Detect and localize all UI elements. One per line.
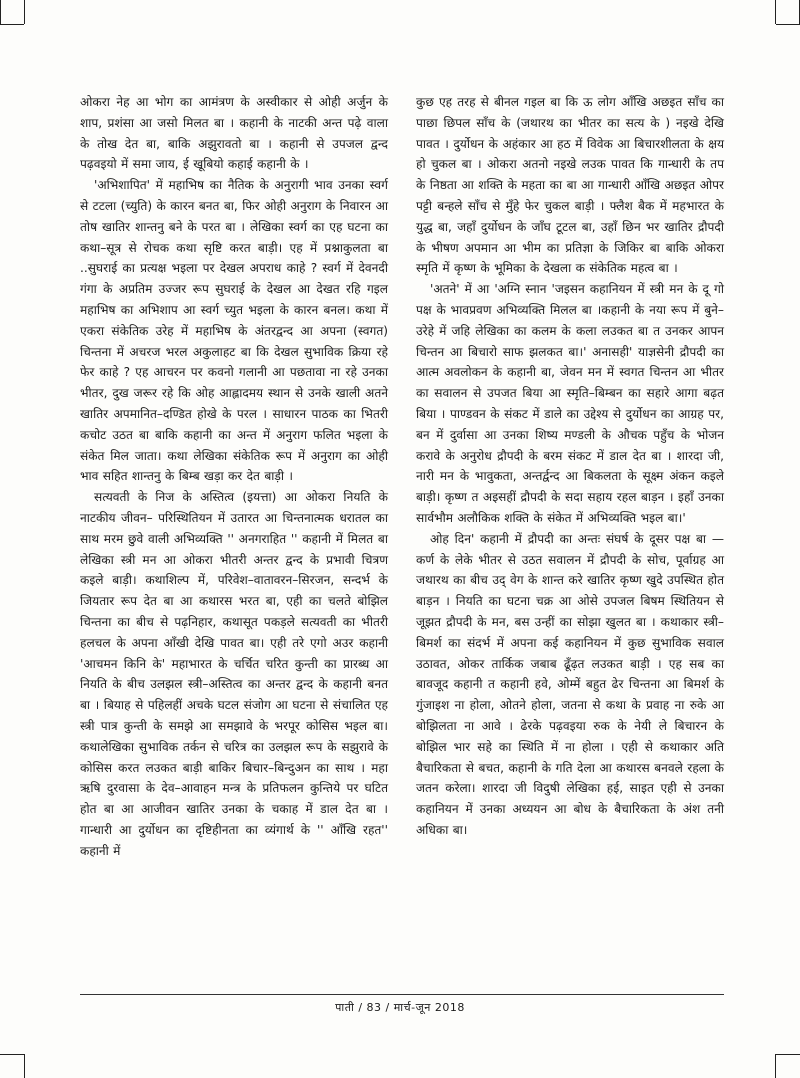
crop-mark (24, 1054, 25, 1078)
footer-rule (80, 994, 724, 995)
paragraph: सत्यवती के निज के अस्तित्व (इयत्ता) आ ओकरा नियति के नाटकीय जीवन– परिस्थितियन में उतारत आ चिन्तनात्मक धरातल का साथ मरम छुवे वाली अभिव्यक्ति '' अनगराहित '' कहानी में मिलत बा लेखिका स्त्री मन आ ओकरा भीतरी अन्तर द्वन्द के प्रभावी चित्रण कइले बाड़ी। कथाशिल्प में, परिवेश–वातावरन–सिरजन, सन्दर्भ के जियतार रूप देत बा आ कथारस भरत बा, एही का चलते बोझिल चिन्तना का बीच से पढ़निहार, कथासूत पकड़ले सत्यवती का भीतरी हलचल के अपना आँखी देखि पावत बा। एही तरे एगो अउर कहानी 'आचमन किनि के' महाभारत के चर्चित चरित कुन्ती का प्रारब्ध आ नियति के बीच उलझल स्त्री–अस्तित्व का अन्तर द्वन्द के कहानी बनत बा । बियाह से पहिलहीं अचके घटल संजोग आ घटना से संचालित एह स्त्री पात्र कुन्ती के समझे आ समझावे के भरपूर कोसिस भइल बा। कथालेखिका सुभाविक तर्कन से चरित्र का उलझल रूप के सझुरावे के कोसिस करत लउकत बाड़ी बाकिर बिचार–बिन्दुअन का साथ । महा ऋषि दुरवासा के देव–आवाहन मन्त्र के प्रतिफलन कुन्तिये पर घटित होत बा आ आजीवन खातिर उनका के चकाह में डाल देत बा । गान्धारी आ दुर्योधन का दृष्टिहीनता का व्यंगार्थ के '' आँखि रहत'' कहानी में (80, 490, 388, 858)
right-column (416, 92, 724, 841)
crop-mark (0, 1054, 24, 1055)
paragraph: कुछ एह तरह से बीनल गइल बा कि ऊ लोग आँखि अछइत साँच का पाछा छिपल साँच के (जथारथ का भीतर का सत्य के ) नइखे देखि पावत । दुर्योधन के अहंकार आ हठ में विवेक आ बिचारशीलता के क्षय हो चुकल बा । ओकरा अतनो नइखे लउक पावत कि गान्धारी के तप के निष्ठता आ शक्ति के महता का बा आ गान्धारी आँखि अछइत ओपर पट्टी बन्हले साँच से मुँहे फेर चुकल बाड़ी । फ्लैश बैक में महभारत के युद्ध बा, जहाँ दुर्योधन के जाँघ टूटल बा, उहाँ छिन भर खातिर द्रौपदी के भीषण अपमान आ भीम का प्रतिज्ञा के जिकिर बा बाकि ओकरा स्मृति में कृष्ण के भूमिका के देखला क संकेतिक महत्व बा । (416, 95, 724, 276)
crop-mark (24, 0, 25, 24)
crop-mark (0, 0, 1, 24)
page-footer: पाती / 83 / मार्च-जून 2018 (335, 1001, 465, 1014)
crop-mark (0, 24, 24, 25)
paragraph: ओह दिन' कहानी में द्रौपदी का अन्तः संघर्ष के दूसर पक्ष बा —कर्ण के लेके भीतर से उठत सवालन में द्रौपदी के सोच, पूर्वाग्रह आ जथारथ का बीच उद् वेग के शान्त करे खातिर कृष्ण खुदे उपस्थित होत बाड़न । नियति का घटना चक्र आ ओसे उपजल बिषम स्थितियन से जूझत द्रौपदी के मन, बस उन्हीं का सोझा खुलत बा । कथाकार स्त्री–बिमर्श का संदर्भ में अपना कई कहानियन में कुछ सुभाविक सवाल उठावत, ओकर तार्किक जबाब ढूँढ़त लउकत बाड़ी । एह सब का बावजूद कहानी त कहानी हवे, ओम्में बहुत ढेर चिन्तना आ बिमर्श के गुंजाइश ना होला, ओतने होला, जतना से कथा के प्रवाह ना रुके आ बोझिलता ना आवे । ढेरके पढ़वइया रुक के नेयी ले बिचारन के बोझिल भार सहे का स्थिति में ना होला । एही से कथाकार अति बैचारिकता से बचत, कहानी के गति देला आ कथारस बनवले रहला के जतन करेला। शारदा जी विदुषी लेखिका हई, साइत एही से उनका कहानियन में उनका अध्ययन आ बोध के बैचारिकता के अंश तनी अधिका बा। (416, 531, 724, 837)
article-body (80, 92, 724, 992)
crop-mark (776, 1054, 800, 1055)
paragraph: 'अतने' में आ 'अग्नि स्नान 'जइसन कहानियन में स्त्री मन के दू गो पक्ष के भावप्रवण अभिव्यक्ति मिलल बा ।कहानी के नया रूप में बुने–उरेहे में जहि लेखिका का कलम के कला लउकत बा त उनकर आपन चिन्तन आ बिचारो साफ झलकत बा।' अनासही' याज्ञसेनी द्रौपदी का आत्म अवलोकन के कहानी बा, जेवन मन में स्वगत चिन्तन आ भीतर का सवालन से उपजत बिया आ स्मृति–बिम्बन का सहारे आगा बढ़त बिया । पाण्डवन के संकट में डाले का उद्देश्य से दुर्योधन का आग्रह पर, बन में दुर्वासा आ उनका शिष्य मण्डली के औचक पहुँच के भोजन करावे के अनुरोध द्रौपदी के बरम संकट में डाल देत बा । शारदा जी, नारी मन के भावुकता, अन्तर्द्वन्द आ बिकलता के सूक्ष्म अंकन कइले बाड़ी। कृष्ण त अइसहीं द्रौपदी के सदा सहाय रहल बाड़न । इहाँ उनका सार्वभौम अलौकिक शक्ति के संकेत में अभिव्यक्ति भइल बा।' (416, 282, 724, 525)
paragraph: ओकरा नेह आ भोग का आमंत्रण के अस्वीकार से ओही अर्जुन के शाप, प्रशंसा आ जसो मिलत बा । कहानी के नाटकी अन्त पढ़े वाला के तोख देत बा, बाकि अझुरावतो बा । कहानी से उपजल द्वन्द पढ़वइयो में समा जाय, ई खूबियो कहाई कहानी के । (80, 95, 388, 172)
left-column (80, 92, 388, 861)
crop-mark (775, 0, 776, 24)
crop-mark (775, 1054, 776, 1078)
paragraph: 'अभिशापित' में महाभिष का नैतिक के अनुरागी भाव उनका स्वर्ग से टटला (च्युति) के कारन बनत बा, फिर ओही अनुराग के निवारन आ तोष खातिर शान्तनु बने के परत बा । लेखिका स्वर्ग का एह घटना का कथा–सूत्र से रोचक कथा सृष्टि करत बाड़ी। एह में प्रश्नाकुलता बा ..सुघराई का प्रत्यक्ष भइला पर देखल अपराध काहे ? स्वर्ग में देवनदी गंगा के अप्रतिम उज्जर रूप सुघराई के देखल आ देखत रहि गइल महाभिष का अभिशाप आ स्वर्ग च्युत भइला के कारन बनल। कथा में एकरा संकेतिक उरेह में महाभिष के अंतरद्वन्द आ अपना (स्वगत) चिन्तना में अचरज भरल अकुलाहट बा कि देखल सुभाविक क्रिया रहे फेर काहे ? एह आचरन पर कवनो गलानी आ पछतावा ना रहे उनका भीतर, दुख जरूर रहे कि ओह आह्लादमय स्थान से उनके खाली अतने खातिर अपमानित–दण्डित होखे के परल । साधारन पाठक का भितरी कचोट उठत बा बाकि कहानी का अन्त में अनुराग फलित भइला के संकेत मिल जाता। कथा लेखिका संकेतिक रूप में अनुराग का ओही भाव सहित शान्तनु के बिम्ब खड़ा कर देत बाड़ी । (80, 178, 388, 484)
crop-mark (776, 24, 800, 25)
